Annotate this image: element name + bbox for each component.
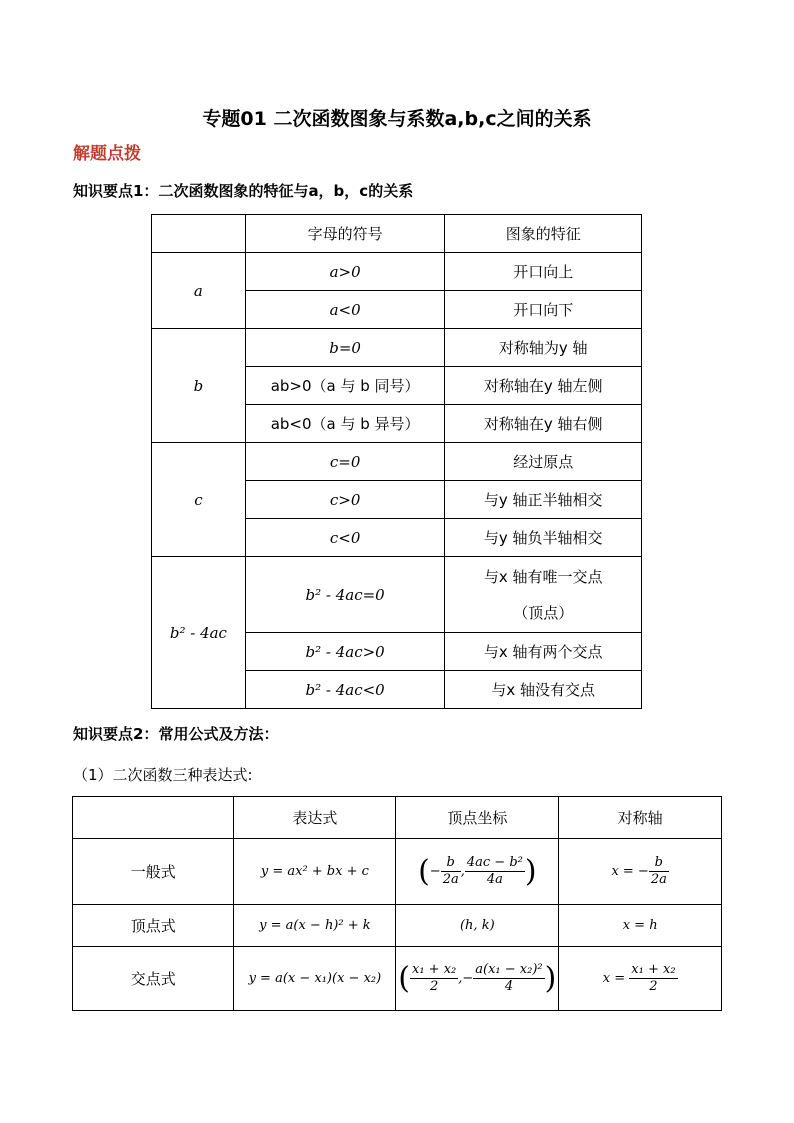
cell-d-zero-feature-line1: 与x 轴有唯一交点 [483,567,603,586]
cell-a-neg-feature: 开口向下 [445,291,642,329]
table2-header-expression: 表达式 [234,797,396,839]
right-paren: ) [524,854,537,889]
fraction [410,962,458,995]
cell-c-pos: c>0 [245,481,445,519]
row-intercept-form: 交点式 [73,947,234,1011]
cell-b-zero-feature: 对称轴为y 轴 [445,329,642,367]
cell-c-neg: c<0 [245,519,445,557]
left-paren: ( [418,854,430,889]
denominator: 4a [486,872,503,887]
table2-header-axis: 对称轴 [559,797,722,839]
general-expression: y = ax² + bx + c [234,839,396,905]
cell-c-zero: c=0 [245,443,445,481]
row-label-a: a [152,253,246,329]
sign-feature-table [151,214,642,709]
row-general-form: 一般式 [73,839,234,905]
cell-d-neg-feature: 与x 轴没有交点 [445,671,642,709]
denominator: 2a [442,872,459,887]
cell-ab-neg: ab<0（a 与 b 异号） [245,405,445,443]
axis-prefix: x = [602,971,626,986]
vertex-axis: x = h [559,905,722,947]
table2-header-vertex: 顶点坐标 [396,797,559,839]
cell-a-pos-feature: 开口向上 [445,253,642,291]
fraction [649,855,669,888]
denominator: 4 [504,979,514,994]
intercept-vertex: ( $\frac{\text{x₁ + x₂}}{2}$ ,− $\frac{\text{a(x₁ − x₂)²}}{4}$ ) [396,947,559,1011]
expression-form-table [72,796,722,1011]
table2-header-empty [73,797,234,839]
cell-b-zero: b=0 [245,329,445,367]
knowledge-point-2: 知识要点2：常用公式及方法： [73,725,279,743]
denominator: 2 [649,979,658,994]
fraction [629,962,677,995]
axis-prefix: x = − [611,864,649,879]
row-label-b: b [152,329,246,443]
cell-d-zero-feature [445,557,642,633]
cell-ab-neg-feature: 对称轴在y 轴右侧 [445,405,642,443]
cell-ab-pos: ab>0（a 与 b 同号） [245,367,445,405]
fraction [441,855,461,888]
row-vertex-form: 顶点式 [73,905,234,947]
cell-c-pos-feature: 与y 轴正半轴相交 [445,481,642,519]
table-header-feature: 图象的特征 [445,215,642,253]
knowledge-point-1: 知识要点1：二次函数图象的特征与a，b，c的关系 [73,182,414,200]
vertex-coordinates: (h, k) [396,905,559,947]
fraction [473,962,544,995]
general-vertex: (− $\frac{b}{2a}$ , $\frac{\text{4ac − b²}}{4a}$ ) [396,839,559,905]
cell-d-zero-feature-line2: （顶点） [513,603,574,622]
table-header-empty [152,215,246,253]
numerator: 4ac − b² [466,855,523,870]
cell-d-pos: b² - 4ac>0 [245,633,445,671]
denominator: 2a [650,872,667,887]
general-axis [559,839,722,905]
cell-c-neg-feature: 与y 轴负半轴相交 [445,519,642,557]
page-title: 专题01 二次函数图象与系数a,b,c之间的关系 [202,108,592,130]
intercept-axis [559,947,722,1011]
cell-c-zero-feature: 经过原点 [445,443,642,481]
cell-d-pos-feature: 与x 轴有两个交点 [445,633,642,671]
left-paren: ( [398,961,410,996]
cell-d-zero: b² - 4ac=0 [245,557,445,633]
numerator: x₁ + x₂ [412,962,457,977]
numerator: x₁ + x₂ [631,962,676,977]
denominator: 2 [429,979,439,994]
table-header-sign: 字母的符号 [245,215,445,253]
cell-a-neg: a<0 [245,291,445,329]
right-paren: ) [544,961,557,996]
cell-a-pos: a>0 [245,253,445,291]
numerator: b [441,855,461,872]
numerator: b [649,855,669,872]
fraction [465,855,525,888]
section-heading: 解题点拨 [73,144,141,164]
cell-ab-pos-feature: 对称轴在y 轴左侧 [445,367,642,405]
row-label-discriminant: b² - 4ac [152,557,246,709]
subsection-heading: （1）二次函数三种表达式: [73,766,253,784]
vertex-expression: y = a(x − h)² + k [234,905,396,947]
cell-d-neg: b² - 4ac<0 [245,671,445,709]
intercept-expression: y = a(x − x₁)(x − x₂) [234,947,396,1011]
numerator: a(x₁ − x₂)² [475,962,543,977]
row-label-c: c [152,443,246,557]
